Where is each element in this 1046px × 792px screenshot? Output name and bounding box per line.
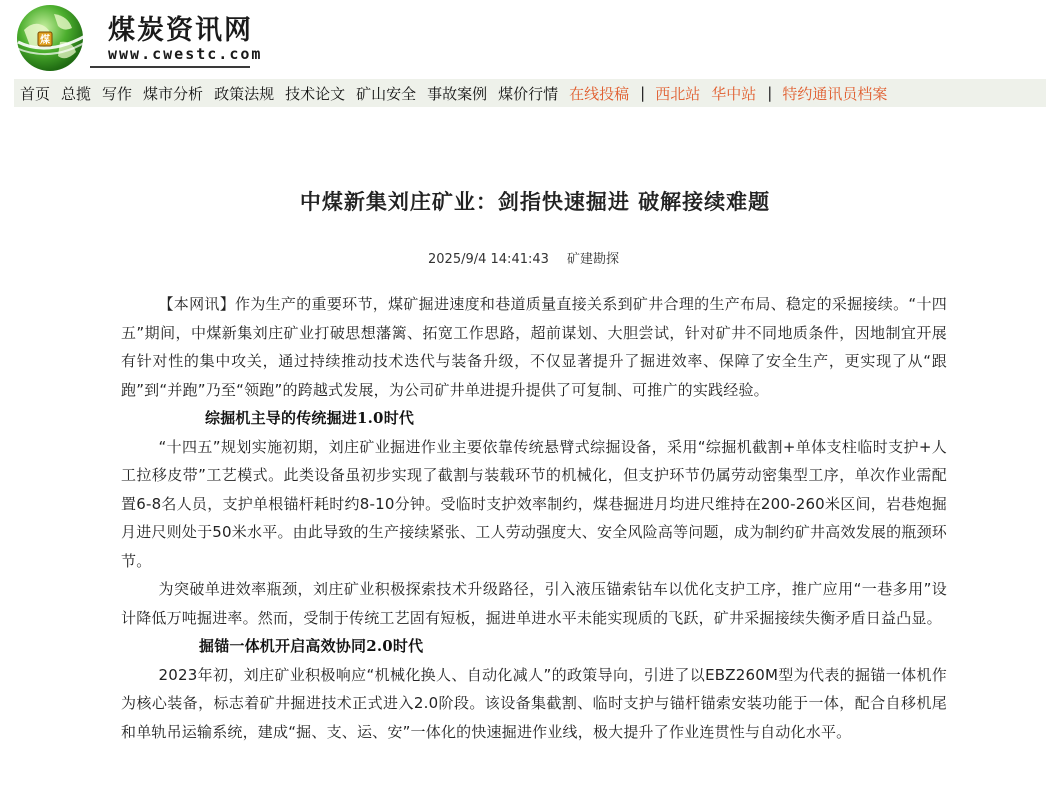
nav-item-coal-price[interactable]: 煤价行情 — [498, 84, 559, 103]
article-source: 矿建勘探 — [567, 252, 620, 267]
logo-underline — [90, 66, 250, 68]
nav-item-mine-safety[interactable]: 矿山安全 — [356, 84, 417, 103]
nav-item-tech-papers[interactable]: 技术论文 — [285, 84, 346, 103]
article-datetime: 2025/9/4 14:41:43 — [428, 252, 549, 267]
globe-logo-icon — [14, 2, 94, 74]
nav-item-accident-cases[interactable]: 事故案例 — [427, 84, 488, 103]
nav-item-policy[interactable]: 政策法规 — [214, 84, 275, 103]
article-body — [121, 290, 947, 746]
nav-item-correspondent[interactable]: 特约通讯员档案 — [782, 84, 888, 103]
nav-item-home[interactable]: 首页 — [20, 84, 51, 103]
section-heading: 综掘机主导的传统掘进1.0时代 — [205, 409, 415, 427]
article-title: 中煤新集刘庄矿业：剑指快速掘进 破解接续难题 — [299, 190, 771, 215]
site-domain: www.cwestc.com — [108, 45, 263, 63]
nav-item-coal-market[interactable]: 煤市分析 — [143, 84, 204, 103]
main-nav — [14, 79, 1046, 107]
nav-item-northwest[interactable]: 西北站 — [655, 84, 701, 103]
svg-text:煤: 煤 — [40, 35, 50, 46]
nav-separator: | — [767, 84, 773, 102]
nav-item-central[interactable]: 华中站 — [711, 84, 757, 103]
article-paragraph: 【本网讯】作为生产的重要环节，煤矿掘进速度和巷道质量直接关系到矿井合理的生产布局、稳定的采掘接续。“十四五”期间，中煤新集刘庄矿业打破思想藩篱、拓宽工作思路，超前谋划、大胆尝试，针对矿井不同地质条件，因地制宜开展有针对性的集中攻关，通过持续推动技术迭代与装备升级，不仅显著提升了掘进效率、保障了安全生产，更实现了从“跟跑”到“并跑”乃至“领跑”的跨越式发展，为公司矿井单进提升提供了可复制、可推广的实践经验。 — [121, 295, 947, 399]
site-name: 煤炭资讯网 — [108, 15, 253, 46]
site-logo[interactable] — [12, 2, 263, 74]
article-paragraph: 为突破单进效率瓶颈，刘庄矿业积极探索技术升级路径，引入液压锚索钻车以优化支护工序，推广应用“一巷多用”设计降低万吨掘进率。然而，受制于传统工艺固有短板，掘进单进水平未能实现质的飞跃，矿井采掘接续失衡矛盾日益凸显。 — [121, 580, 947, 627]
article-meta — [428, 248, 619, 267]
article-paragraph: 2023年初，刘庄矿业积极响应“机械化换人、自动化减人”的政策导向，引进了以EBZ260M型为代表的掘锚一体机作为核心装备，标志着矿井掘进技术正式进入2.0阶段。该设备集截割、临时支护与锚杆锚索安装功能于一体，配合自移机尾和单轨吊运输系统，建成“掘、支、运、安”一体化的快速掘进作业线，极大提升了作业连贯性与自动化水平。 — [121, 665, 947, 741]
nav-item-writing[interactable]: 写作 — [102, 84, 133, 103]
nav-item-overview[interactable]: 总揽 — [61, 84, 92, 103]
article-paragraph: “十四五”规划实施初期，刘庄矿业掘进作业主要依靠传统悬臂式综掘设备，采用“综掘机截割+单体支柱临时支护+人工拉移皮带”工艺模式。此类设备虽初步实现了截割与装载环节的机械化，但支护环节仍属劳动密集型工序，单次作业需配置6-8名人员，支护单根锚杆耗时约8-10分钟。受临时支护效率制约，煤巷掘进月均进尺维持在200-260米区间，岩巷炮掘月进尺则处于50米水平。由此导致的生产接续紧张、工人劳动强度大、安全风险高等问题，成为制约矿井高效发展的瓶颈环节。 — [121, 437, 947, 570]
nav-separator: | — [640, 84, 646, 102]
nav-item-submit[interactable]: 在线投稿 — [569, 84, 630, 103]
section-heading: 掘锚一体机开启高效协同2.0时代 — [199, 637, 424, 655]
